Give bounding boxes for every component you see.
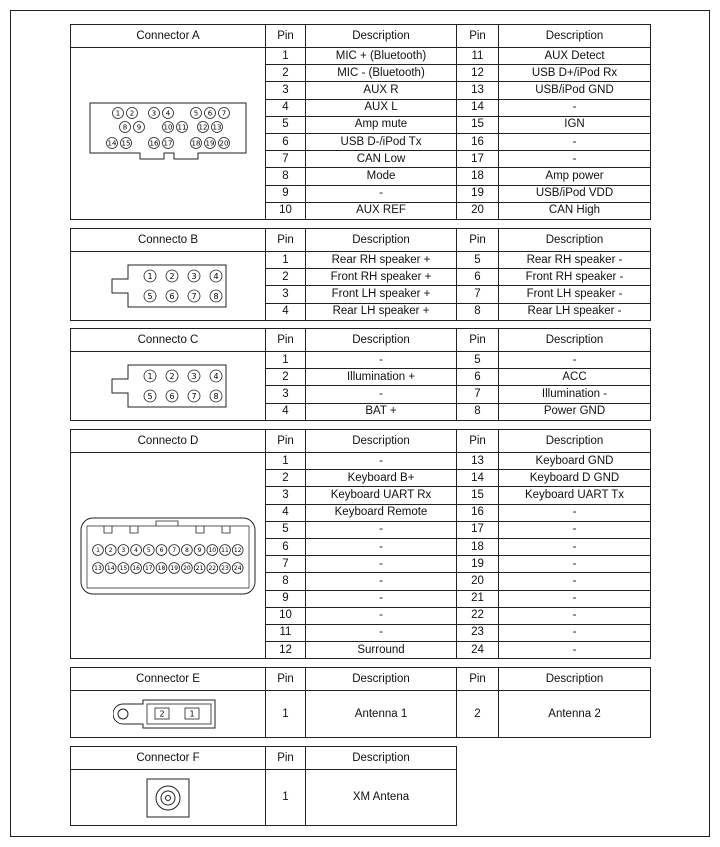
pin-header: Pin bbox=[266, 430, 306, 453]
pin-header: Pin bbox=[266, 747, 306, 770]
table-header-row bbox=[71, 329, 651, 352]
pin-description: AUX R bbox=[306, 82, 457, 99]
pin-number: 3 bbox=[266, 82, 306, 99]
pin-description: Power GND bbox=[499, 403, 651, 420]
pin-label: 11 bbox=[221, 546, 229, 554]
pin-description: USB/iPod VDD bbox=[499, 185, 651, 202]
pin-label: 14 bbox=[106, 564, 115, 572]
pin-label: 8 bbox=[184, 546, 189, 554]
pin-label: 8 bbox=[213, 391, 219, 401]
pin-label: 15 bbox=[121, 139, 131, 148]
pin-description: BAT + bbox=[306, 403, 457, 420]
connector-c-table bbox=[70, 328, 651, 421]
pin-number: 18 bbox=[457, 538, 499, 555]
pin-number: 8 bbox=[457, 303, 499, 320]
pin-label: 2 bbox=[129, 109, 135, 118]
pin-description: - bbox=[499, 538, 651, 555]
pin-label: 1 bbox=[189, 709, 195, 719]
pin-description: Rear LH speaker - bbox=[499, 303, 651, 320]
pin-number: 7 bbox=[457, 386, 499, 403]
pin-number: 20 bbox=[457, 573, 499, 590]
pin-number: 2 bbox=[266, 269, 306, 286]
pin-number: 4 bbox=[266, 303, 306, 320]
pin-label: 5 bbox=[193, 109, 199, 118]
pin-label: 2 bbox=[169, 371, 175, 381]
pin-number: 13 bbox=[457, 453, 499, 470]
pin-label: 9 bbox=[136, 123, 142, 132]
pin-label: 7 bbox=[191, 291, 197, 301]
connector-b-diagram bbox=[71, 252, 266, 321]
pin-description: Keyboard Remote bbox=[306, 504, 457, 521]
pin-label: 13 bbox=[212, 123, 222, 132]
pin-number: 7 bbox=[266, 556, 306, 573]
pin-header: Pin bbox=[266, 329, 306, 352]
connector-f-drawing bbox=[143, 776, 193, 820]
table-header-row bbox=[71, 430, 651, 453]
pin-description: Front RH speaker + bbox=[306, 269, 457, 286]
table-row bbox=[71, 48, 651, 65]
pin-number: 15 bbox=[457, 116, 499, 133]
pin-description: Illumination - bbox=[499, 386, 651, 403]
pin-label: 3 bbox=[191, 371, 197, 381]
connector-a-drawing bbox=[88, 101, 248, 165]
pin-description: Keyboard UART Rx bbox=[306, 487, 457, 504]
pin-description: Front RH speaker - bbox=[499, 269, 651, 286]
table-row bbox=[71, 770, 457, 826]
pin-label: 4 bbox=[213, 271, 219, 281]
connector-e-drawing bbox=[113, 696, 223, 732]
pin-number: 1 bbox=[266, 453, 306, 470]
pin-label: 18 bbox=[157, 564, 166, 572]
pin-description: Antenna 1 bbox=[306, 691, 457, 738]
pin-description: - bbox=[499, 352, 651, 369]
description-header: Description bbox=[499, 668, 651, 691]
connector-b-table bbox=[70, 228, 651, 321]
pin-description: XM Antena bbox=[306, 770, 457, 826]
pin-number: 5 bbox=[457, 252, 499, 269]
pin-label: 5 bbox=[147, 391, 153, 401]
pin-description: Keyboard UART Tx bbox=[499, 487, 651, 504]
pin-label: 16 bbox=[149, 139, 159, 148]
connector-d-drawing bbox=[78, 514, 258, 598]
pin-description: - bbox=[499, 151, 651, 168]
pin-label: 15 bbox=[119, 564, 128, 572]
pin-number: 10 bbox=[266, 202, 306, 219]
pin-description: AUX Detect bbox=[499, 48, 651, 65]
pin-number: 16 bbox=[457, 133, 499, 150]
description-header: Description bbox=[306, 329, 457, 352]
pin-number: 16 bbox=[457, 504, 499, 521]
pin-label: 8 bbox=[213, 291, 219, 301]
pin-description: Mode bbox=[306, 168, 457, 185]
pin-number: 22 bbox=[457, 607, 499, 624]
pin-label: 13 bbox=[94, 564, 102, 572]
pin-number: 12 bbox=[457, 65, 499, 82]
pin-label: 1 bbox=[115, 109, 121, 118]
pin-label: 4 bbox=[213, 371, 219, 381]
pin-description: Keyboard D GND bbox=[499, 470, 651, 487]
pin-number: 2 bbox=[457, 691, 499, 738]
pin-number: 19 bbox=[457, 556, 499, 573]
pin-label: 20 bbox=[219, 139, 229, 148]
connector-b-drawing bbox=[108, 263, 228, 309]
pin-description: Front LH speaker + bbox=[306, 286, 457, 303]
pin-description: - bbox=[499, 607, 651, 624]
pin-number: 5 bbox=[457, 352, 499, 369]
pin-description: - bbox=[499, 624, 651, 641]
table-row bbox=[71, 453, 651, 470]
pin-number: 18 bbox=[457, 168, 499, 185]
table-header-row bbox=[71, 25, 651, 48]
connector-a-diagram bbox=[71, 48, 266, 220]
pin-label: 3 bbox=[121, 546, 126, 554]
pin-number: 14 bbox=[457, 99, 499, 116]
pin-description: ACC bbox=[499, 369, 651, 386]
pin-description: - bbox=[306, 573, 457, 590]
table-row bbox=[71, 691, 651, 738]
pin-header: Pin bbox=[266, 25, 306, 48]
pin-label: 20 bbox=[183, 564, 191, 572]
pin-number: 7 bbox=[266, 151, 306, 168]
pin-description: - bbox=[499, 642, 651, 659]
pin-number: 9 bbox=[266, 590, 306, 607]
pin-description: Rear LH speaker + bbox=[306, 303, 457, 320]
pin-number: 10 bbox=[266, 607, 306, 624]
pin-description: - bbox=[499, 99, 651, 116]
connector-title: Connector E bbox=[71, 668, 266, 691]
pin-number: 17 bbox=[457, 521, 499, 538]
pin-number: 15 bbox=[457, 487, 499, 504]
pin-description: Rear RH speaker + bbox=[306, 252, 457, 269]
pin-label: 6 bbox=[207, 109, 213, 118]
description-header: Description bbox=[306, 747, 457, 770]
pin-label: 17 bbox=[144, 564, 153, 572]
pin-number: 4 bbox=[266, 99, 306, 116]
pin-number: 3 bbox=[266, 386, 306, 403]
pin-label: 6 bbox=[169, 391, 175, 401]
description-header: Description bbox=[499, 430, 651, 453]
pin-header: Pin bbox=[457, 430, 499, 453]
description-header: Description bbox=[499, 329, 651, 352]
pin-label: 1 bbox=[96, 546, 100, 554]
pin-number: 6 bbox=[266, 133, 306, 150]
pin-label: 12 bbox=[198, 123, 208, 132]
pin-label: 3 bbox=[151, 109, 157, 118]
pin-description: IGN bbox=[499, 116, 651, 133]
pin-description: Surround bbox=[306, 642, 457, 659]
pin-description: - bbox=[306, 386, 457, 403]
pin-header: Pin bbox=[457, 229, 499, 252]
pin-label: 14 bbox=[107, 139, 117, 148]
pin-label: 18 bbox=[191, 139, 201, 148]
pin-label: 10 bbox=[163, 123, 173, 132]
table-header-row bbox=[71, 668, 651, 691]
pin-description: Keyboard B+ bbox=[306, 470, 457, 487]
pin-description: - bbox=[306, 352, 457, 369]
pin-number: 5 bbox=[266, 116, 306, 133]
pin-description: - bbox=[499, 556, 651, 573]
description-header: Description bbox=[306, 430, 457, 453]
pin-label: 4 bbox=[134, 546, 139, 554]
pin-description: Keyboard GND bbox=[499, 453, 651, 470]
pin-label: 5 bbox=[147, 291, 153, 301]
pin-header: Pin bbox=[457, 668, 499, 691]
pin-description: - bbox=[306, 556, 457, 573]
connector-d-table bbox=[70, 429, 651, 659]
pin-label: 7 bbox=[221, 109, 227, 118]
connector-d-diagram bbox=[71, 453, 266, 659]
connector-title: Connecto D bbox=[71, 430, 266, 453]
connector-title: Connecto C bbox=[71, 329, 266, 352]
description-header: Description bbox=[499, 25, 651, 48]
pin-number: 6 bbox=[457, 269, 499, 286]
pin-number: 12 bbox=[266, 642, 306, 659]
pin-number: 9 bbox=[266, 185, 306, 202]
pin-description: - bbox=[499, 573, 651, 590]
pin-number: 1 bbox=[266, 352, 306, 369]
pin-label: 22 bbox=[208, 564, 217, 572]
pin-label: 16 bbox=[132, 564, 140, 572]
pin-description: AUX REF bbox=[306, 202, 457, 219]
pin-description: MIC - (Bluetooth) bbox=[306, 65, 457, 82]
pin-label: 9 bbox=[197, 546, 202, 554]
pin-number: 7 bbox=[457, 286, 499, 303]
pin-description: - bbox=[499, 504, 651, 521]
connector-f-diagram bbox=[71, 770, 266, 826]
description-header: Description bbox=[306, 25, 457, 48]
pin-label: 4 bbox=[165, 109, 171, 118]
pin-label: 24 bbox=[233, 564, 242, 572]
pin-label: 2 bbox=[108, 546, 113, 554]
pin-description: Front LH speaker - bbox=[499, 286, 651, 303]
pin-description: - bbox=[306, 624, 457, 641]
connector-title: Connector A bbox=[71, 25, 266, 48]
table-row bbox=[71, 252, 651, 269]
pin-description: - bbox=[306, 521, 457, 538]
pin-description: Illumination + bbox=[306, 369, 457, 386]
pin-label: 7 bbox=[191, 391, 197, 401]
pin-label: 11 bbox=[177, 123, 187, 132]
connector-e-diagram bbox=[71, 691, 266, 738]
pin-description: AUX L bbox=[306, 99, 457, 116]
pin-header: Pin bbox=[266, 668, 306, 691]
pin-label: 6 bbox=[159, 546, 164, 554]
pin-number: 11 bbox=[457, 48, 499, 65]
pin-description: CAN Low bbox=[306, 151, 457, 168]
pin-label: 19 bbox=[170, 564, 179, 572]
pin-label: 1 bbox=[147, 271, 153, 281]
pin-number: 8 bbox=[457, 403, 499, 420]
pin-number: 4 bbox=[266, 504, 306, 521]
pin-number: 17 bbox=[457, 151, 499, 168]
pin-number: 21 bbox=[457, 590, 499, 607]
pin-description: - bbox=[306, 538, 457, 555]
description-header: Description bbox=[499, 229, 651, 252]
pin-number: 5 bbox=[266, 521, 306, 538]
pin-description: Rear RH speaker - bbox=[499, 252, 651, 269]
pin-description: CAN High bbox=[499, 202, 651, 219]
pin-number: 6 bbox=[457, 369, 499, 386]
pin-label: 21 bbox=[195, 564, 204, 572]
pin-number: 8 bbox=[266, 168, 306, 185]
pin-label: 19 bbox=[205, 139, 215, 148]
pin-description: MIC + (Bluetooth) bbox=[306, 48, 457, 65]
description-header: Description bbox=[306, 668, 457, 691]
description-header: Description bbox=[306, 229, 457, 252]
pin-number: 2 bbox=[266, 65, 306, 82]
pin-description: - bbox=[306, 185, 457, 202]
pin-label: 12 bbox=[233, 546, 242, 554]
pin-description: - bbox=[499, 521, 651, 538]
connector-title: Connecto B bbox=[71, 229, 266, 252]
pin-label: 3 bbox=[191, 271, 197, 281]
pin-number: 13 bbox=[457, 82, 499, 99]
pin-label: 2 bbox=[159, 709, 165, 719]
pin-description: USB D-/iPod Tx bbox=[306, 133, 457, 150]
pin-label: 1 bbox=[147, 371, 153, 381]
pin-label: 23 bbox=[221, 564, 229, 572]
pin-description: USB/iPod GND bbox=[499, 82, 651, 99]
table-row bbox=[71, 352, 651, 369]
pin-label: 2 bbox=[169, 271, 175, 281]
pin-label: 6 bbox=[169, 291, 175, 301]
pin-label: 10 bbox=[208, 546, 217, 554]
connector-c-drawing bbox=[108, 363, 228, 409]
pin-number: 1 bbox=[266, 48, 306, 65]
pin-number: 3 bbox=[266, 286, 306, 303]
pin-number: 6 bbox=[266, 538, 306, 555]
pin-description: Amp mute bbox=[306, 116, 457, 133]
connector-a-table bbox=[70, 24, 651, 220]
table-header-row bbox=[71, 747, 457, 770]
pin-description: - bbox=[306, 453, 457, 470]
connector-title: Connector F bbox=[71, 747, 266, 770]
pin-label: 8 bbox=[122, 123, 128, 132]
pin-number: 24 bbox=[457, 642, 499, 659]
pin-number: 11 bbox=[266, 624, 306, 641]
table-header-row bbox=[71, 229, 651, 252]
connector-f-table bbox=[70, 746, 457, 826]
pin-description: USB D+/iPod Rx bbox=[499, 65, 651, 82]
pin-label: 17 bbox=[163, 139, 173, 148]
pin-number: 3 bbox=[266, 487, 306, 504]
pin-description: - bbox=[306, 590, 457, 607]
pin-description: - bbox=[499, 590, 651, 607]
pin-number: 4 bbox=[266, 403, 306, 420]
pin-header: Pin bbox=[457, 25, 499, 48]
connector-c-diagram bbox=[71, 352, 266, 421]
pin-description: - bbox=[499, 133, 651, 150]
pin-header: Pin bbox=[266, 229, 306, 252]
pin-number: 2 bbox=[266, 470, 306, 487]
pin-description: Antenna 2 bbox=[499, 691, 651, 738]
pin-label: 7 bbox=[172, 546, 177, 554]
pin-number: 1 bbox=[266, 691, 306, 738]
pin-number: 20 bbox=[457, 202, 499, 219]
connector-e-table bbox=[70, 667, 651, 738]
pin-header: Pin bbox=[457, 329, 499, 352]
pin-description: - bbox=[306, 607, 457, 624]
pin-number: 2 bbox=[266, 369, 306, 386]
pin-description: Amp power bbox=[499, 168, 651, 185]
pin-number: 8 bbox=[266, 573, 306, 590]
pin-number: 1 bbox=[266, 770, 306, 826]
pin-number: 1 bbox=[266, 252, 306, 269]
pin-number: 14 bbox=[457, 470, 499, 487]
pin-number: 19 bbox=[457, 185, 499, 202]
pin-number: 23 bbox=[457, 624, 499, 641]
pin-label: 5 bbox=[146, 546, 151, 554]
